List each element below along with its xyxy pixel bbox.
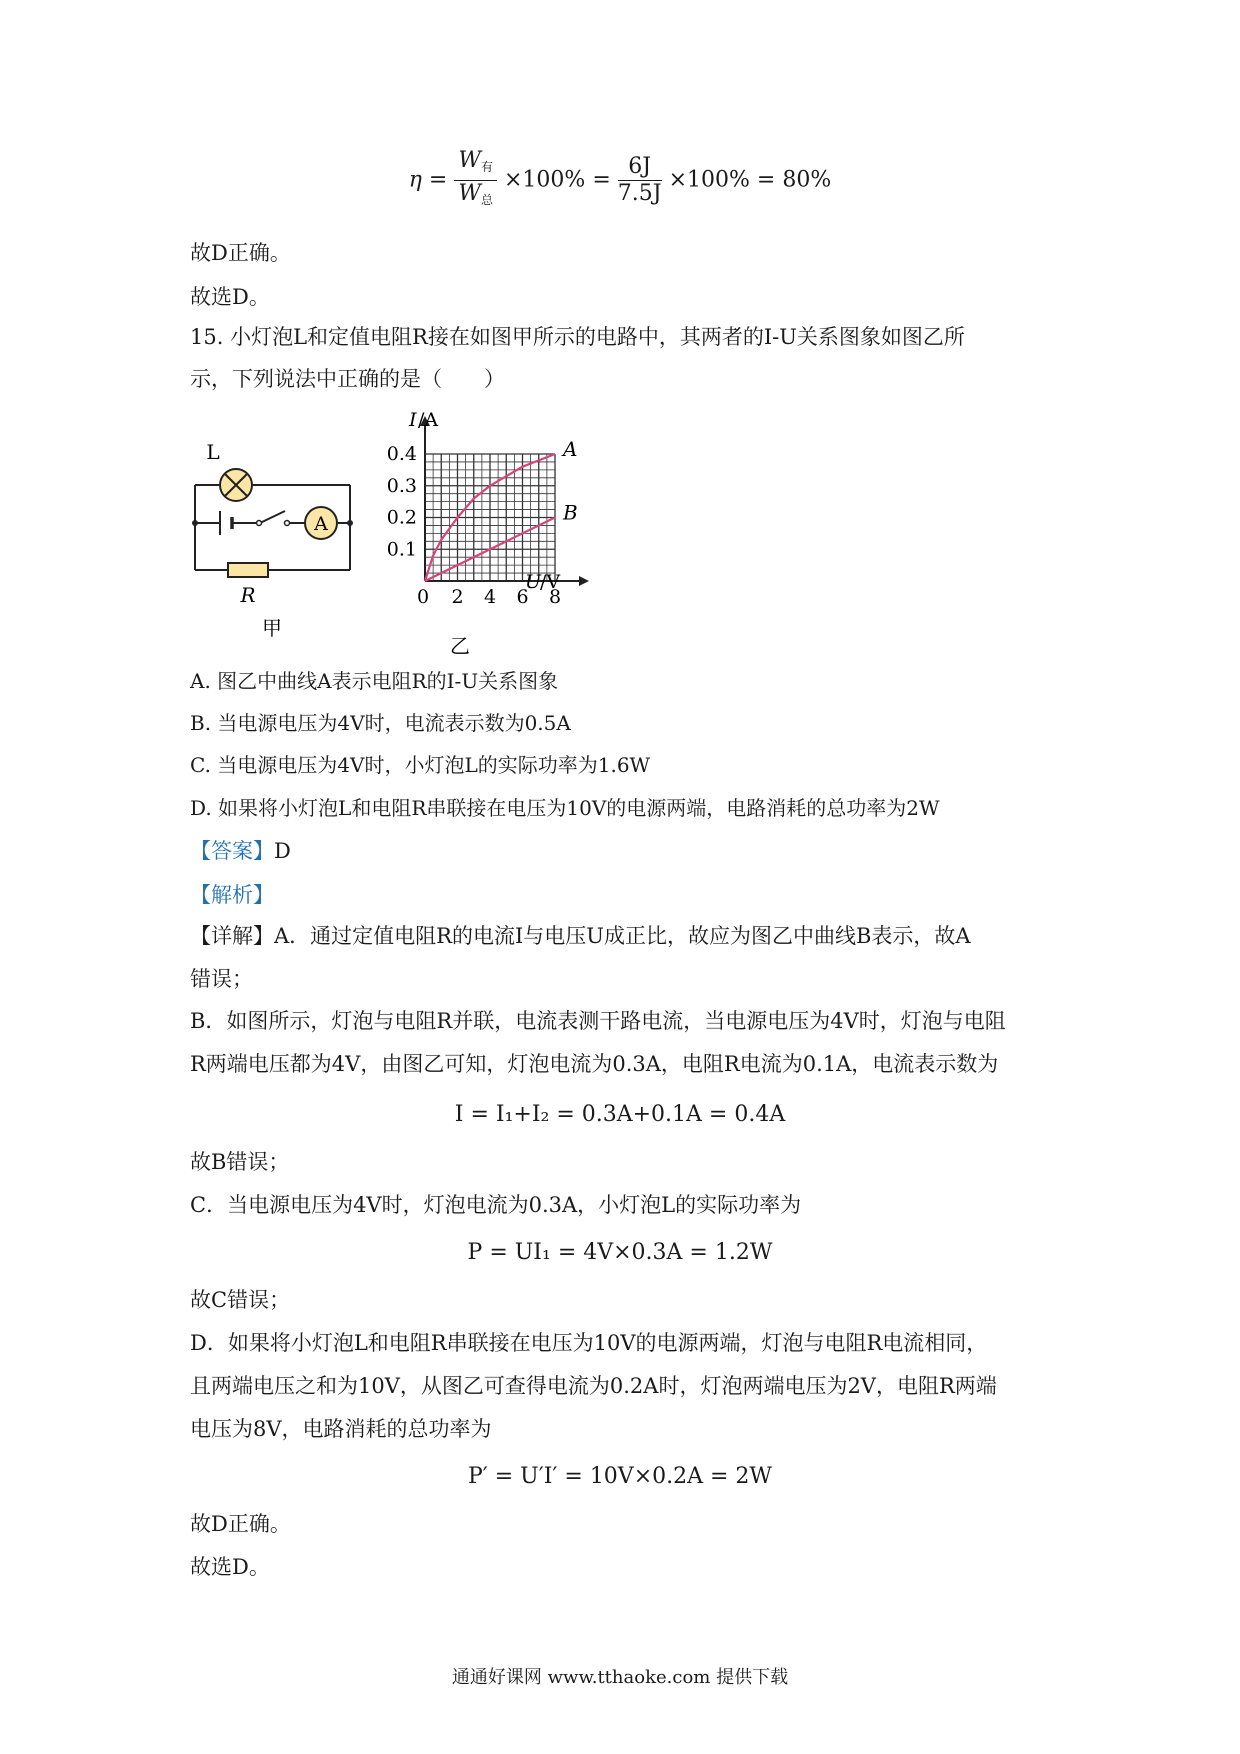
chart-caption: 乙 [450, 634, 470, 658]
times-100: ×100% = [504, 167, 611, 193]
x-axis-arrow [579, 576, 589, 586]
fraction-values: $\frac{6J}{7.5J}$ [617, 154, 662, 206]
svg-text:甲: 甲 [262, 616, 282, 640]
detail-a1: 【详解】A．通过定值电阻R的电流I与电压U成正比，故应为图乙中曲线B表示，故A [190, 924, 971, 948]
svg-text:/A: /A [418, 409, 439, 431]
svg-text:/V: /V [540, 571, 561, 593]
question-line-2: 示，下列说法中正确的是（ ） [190, 367, 505, 391]
option-d: D. 如果将小灯泡L和电阻R串联接在电压为10V的电源两端，电路消耗的总功率为2W [190, 796, 940, 820]
detail-c2: 故C错误； [190, 1288, 291, 1312]
y-tick-label: 0.3 [386, 474, 417, 497]
x-tick-label: 4 [483, 586, 497, 608]
answer-label: 【答案】 [190, 839, 274, 863]
detail-d5: 故选D。 [190, 1555, 270, 1579]
eta-symbol: η = [408, 167, 448, 193]
x-tick-label: 0 [416, 586, 430, 608]
detail-b2: R两端电压都为4V，由图乙可知，灯泡电流为0.3A，电阻R电流为0.1A，电流表示数为 [190, 1052, 999, 1076]
iu-chart [385, 408, 625, 658]
detail-d1: D．如果将小灯泡L和电阻R串联接在电压为10V的电源两端，灯泡与电阻R电流相同， [190, 1331, 988, 1355]
formula-d: P′ = U′I′ = 10V×0.2A = 2W [467, 1464, 773, 1489]
line-choose-d: 故选D。 [190, 285, 270, 309]
footer: 通通好课网 www.tthaoke.com 提供下载 [451, 1667, 789, 1688]
result-80: ×100% = 80% [668, 167, 832, 193]
formula-b: I = I₁+I₂ = 0.3A+0.1A = 0.4A [454, 1102, 786, 1127]
detail-d3: 电压为8V，电路消耗的总功率为 [190, 1417, 492, 1441]
detail-d4: 故D正确。 [190, 1512, 291, 1536]
line-d-correct: 故D正确。 [190, 241, 291, 265]
series-label-b: B [563, 500, 578, 525]
detail-label: 【详解】 [190, 924, 274, 948]
x-axis-label: U [525, 571, 542, 593]
detail-c1: C．当电源电压为4V时，灯泡电流为0.3A，小灯泡L的实际功率为 [190, 1193, 802, 1217]
fraction-w: $\frac{W_有}{W_总}$ [454, 148, 497, 213]
formula-c: P = UI₁ = 4V×0.3A = 1.2W [467, 1240, 773, 1265]
answer-value: D [274, 839, 291, 863]
detail-a2: 错误； [190, 967, 253, 991]
y-axis-label: I [409, 409, 417, 431]
circuit-diagram [180, 435, 370, 645]
svg-text:R: R [240, 583, 256, 607]
x-tick-label: 6 [516, 586, 529, 608]
detail-b1: B．如图所示，灯泡与电阻R并联，电流表测干路电流，当电源电压为4V时，灯泡与电阻 [190, 1009, 1006, 1033]
svg-text:A: A [314, 513, 328, 535]
x-tick-label: 8 [548, 586, 562, 608]
question-line-1: 15. 小灯泡L和定值电阻R接在如图甲所示的电路中，其两者的I-U关系图象如图乙所 [190, 325, 965, 349]
analysis-line [190, 880, 274, 910]
resistor-icon [228, 563, 268, 577]
option-a: A. 图乙中曲线A表示电阻R的I-U关系图象 [190, 669, 559, 693]
y-tick-label: 0.2 [386, 506, 417, 529]
efficiency-formula [0, 148, 1240, 218]
detail-b3: 故B错误； [190, 1150, 290, 1174]
svg-text:L: L [206, 440, 220, 464]
y-tick-label: 0.4 [386, 443, 417, 465]
option-b: B. 当电源电压为4V时，电流表示数为0.5A [190, 711, 571, 735]
answer-line [190, 836, 291, 866]
analysis-label: 【解析】 [190, 883, 274, 907]
detail-d2: 且两端电压之和为10V，从图乙可查得电流为0.2A时，灯泡两端电压为2V，电阻R两端 [190, 1374, 997, 1398]
series-label-a: A [563, 437, 578, 461]
option-c: C. 当电源电压为4V时，小灯泡L的实际功率为1.6W [190, 753, 651, 777]
x-tick-label: 2 [451, 586, 464, 608]
y-tick-label: 0.1 [386, 538, 417, 561]
